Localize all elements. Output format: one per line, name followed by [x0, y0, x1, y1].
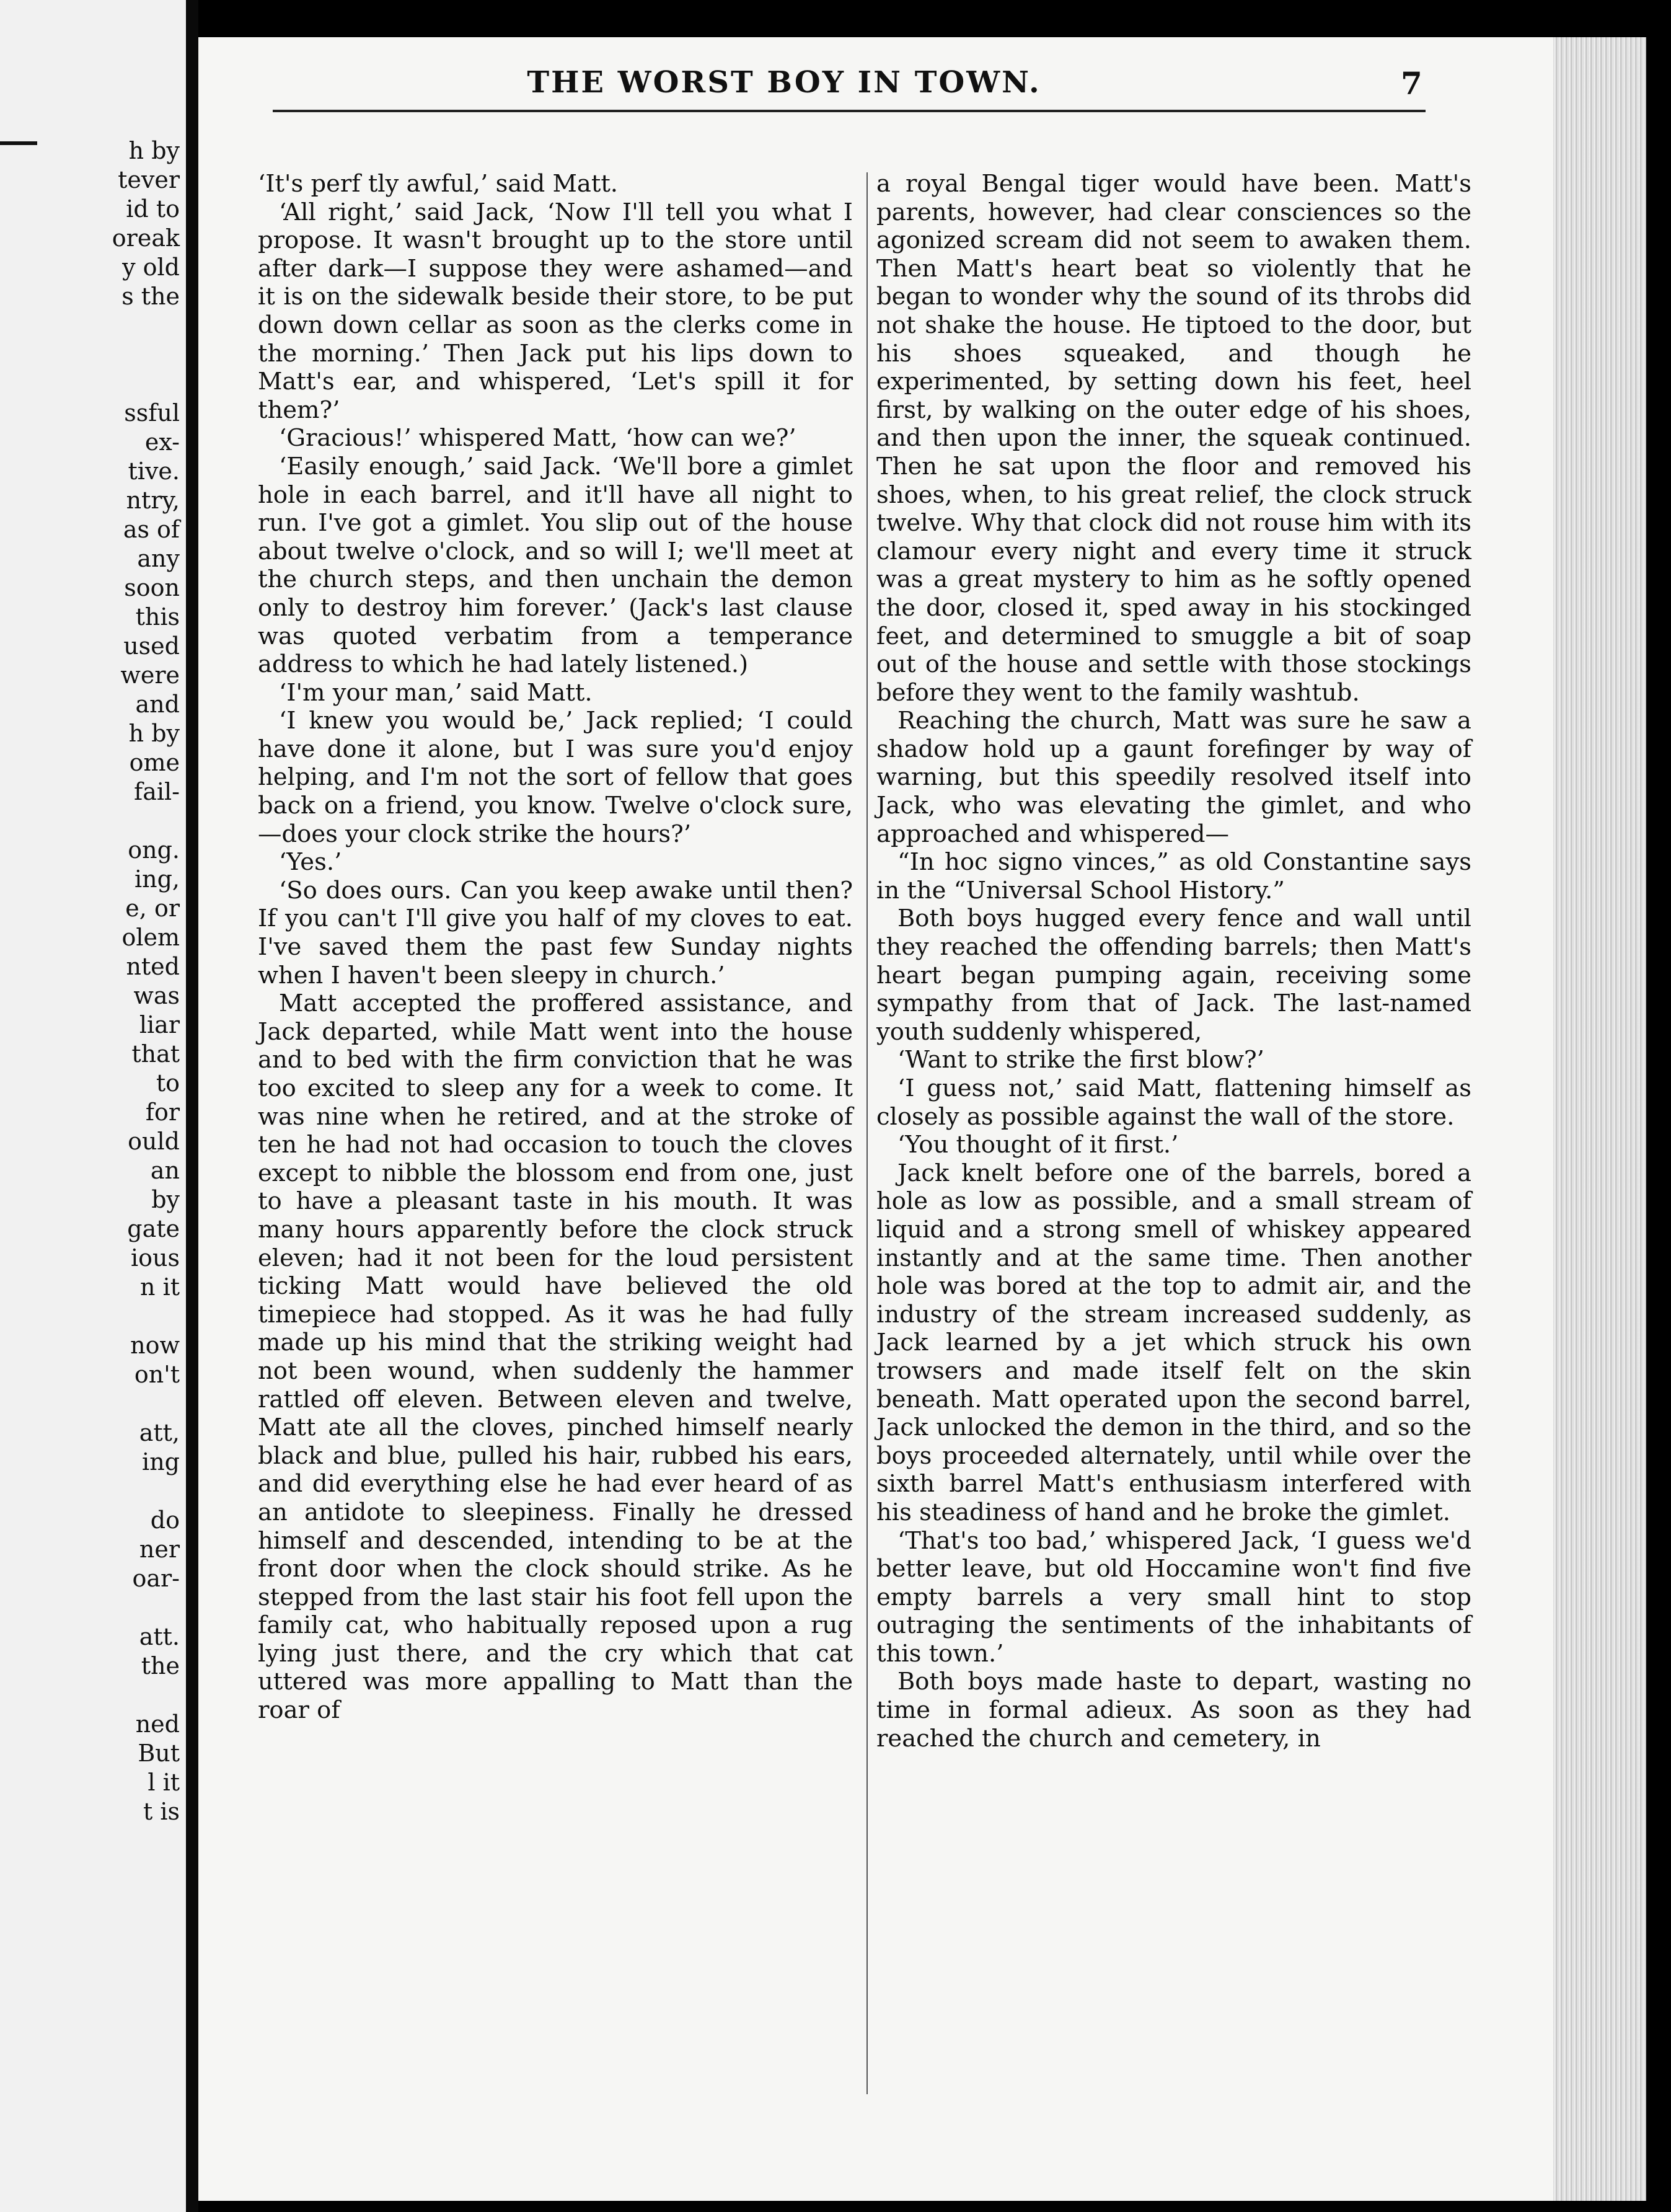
paragraph: Matt accepted the proffered assistance, and Jack departed, while Matt went into the house and to bed with the firm conviction that he was too excited to sleep any for a week to come. It was nine when he retired, and at the stroke of ten he had not had occasion to touch the cloves except to nibble the blossom end from one, just to have a pleasant taste in his mouth. It was many hours apparently before the clock struck eleven; had it not been for the loud persistent ticking Matt would have believed the old timepiece had stopped. As it was he had fully made up his mind that the striking weight had not been wound, when suddenly the hammer rattled off eleven. Between eleven and twelve, Matt ate all the cloves, pinched himself nearly black and blue, pulled his hair, rubbed his ears, and did everything else he had ever heard of as an antidote to sleepiness. Finally he dressed himself and descended, intending to be at the front door when the clock should strike. As he stepped from the last stair his foot fell upon the family cat, who habitually reposed upon a rug lying just there, and the cry which that cat uttered was more appalling to Matt than the roar of [258, 989, 853, 1725]
facing-page-fragment: gate [127, 1215, 180, 1242]
facing-page-fragment: were [120, 661, 180, 689]
facing-page-fragment [0, 1389, 180, 1418]
facing-page-fragment [0, 311, 180, 340]
facing-page-fragment [0, 1593, 180, 1622]
facing-page-fragment: oreak [112, 224, 180, 252]
facing-page-fragment: as of [123, 516, 180, 543]
facing-page-fragment: y old [122, 254, 180, 281]
text-column-right [876, 170, 1471, 1753]
header-rule [273, 110, 1426, 112]
paragraph: ‘I guess not,’ said Matt, flattening himself as closely as possible against the wall of the store. [876, 1074, 1471, 1131]
paragraph: Both boys hugged every fence and wall until they reached the offending barrels; then Matt's heart began pumping again, receiving some sympathy from that of Jack. The last-named youth suddenly whispered, [876, 905, 1471, 1046]
facing-page-fragment: e, or [125, 895, 180, 922]
facing-page-fragment: att, [139, 1419, 180, 1446]
facing-page-fragment: h by [128, 720, 180, 747]
facing-page-fragment: ould [128, 1128, 180, 1155]
facing-page-fragment: do [150, 1506, 180, 1534]
facing-page-fragment: s the [121, 283, 180, 310]
facing-page-fragment: that [131, 1040, 180, 1068]
running-title: THE WORST BOY IN TOWN. [527, 65, 1041, 100]
facing-page-text [0, 136, 180, 1826]
page-edges [1553, 37, 1646, 2201]
column-divider [866, 172, 868, 2094]
facing-page-fragment: liar [139, 1011, 180, 1038]
facing-page-fragment [0, 369, 180, 399]
facing-page-fragment: any [137, 545, 180, 572]
paragraph: ‘Yes.’ [279, 848, 342, 877]
facing-page-fragment: t is [143, 1798, 180, 1825]
facing-page-fragment: n it [140, 1273, 180, 1301]
facing-page-fragment: h by [128, 137, 180, 164]
facing-page-fragment: now [130, 1332, 180, 1359]
paragraph: ‘It's perf tly awful,’ said Matt. [258, 170, 619, 198]
facing-page-fragment [0, 1477, 180, 1506]
facing-page-fragment: ong. [128, 836, 180, 864]
facing-page-fragment [0, 1302, 180, 1331]
running-head [273, 65, 1422, 133]
facing-page-fragment: ned [135, 1710, 180, 1738]
facing-page-fragment [0, 807, 180, 836]
facing-page-fragment: olem [121, 924, 180, 951]
paragraph: Jack knelt before one of the barrels, bored a hole as low as possible, and a small stream of liquid and a strong smell of whiskey appeared instantly and at the same time. Then another hole was bored at the top to admit air, and the industry of the stream increased suddenly, as Jack learned by a jet which struck his own trowsers and made itself felt on the skin beneath. Matt operated upon the second barrel, Jack unlocked the demon in the third, and so the boys proceeded alternately, until while over the sixth barrel Matt's enthusiasm interfered with his steadiness of hand and he broke the gimlet. [876, 1159, 1471, 1526]
paragraph: a royal Bengal tiger would have been. Matt's parents, however, had clear consciences so the agonized scream did not seem to awaken them. Then Matt's heart beat so violently that he began to wonder why the sound of its throbs did not shake the house. He tiptoed to the door, but his shoes squeaked, and though he experimented, by setting down his feet, heel first, by walking on the outer edge of his shoes, and then upon the inner, the squeak continued. Then he sat upon the floor and removed his shoes, when, to his great relief, the clock struck twelve. Why that clock did not rouse him with its clamour every night and every time it struck was a great mystery to him as he softly opened the door, closed it, sped away in his stockinged feet, and determined to smuggle a bit of soap out of the house and settle with those stockings before they went to the family washtub. [876, 170, 1471, 707]
paragraph: “In hoc signo vinces,” as old Constantine says in the “Universal School History.” [876, 848, 1471, 905]
text-column-left [258, 170, 853, 1725]
facing-page-fragment: nted [126, 953, 180, 980]
book-gutter [186, 0, 198, 2212]
facing-page-fragment: oar- [132, 1565, 180, 1592]
paragraph: ‘Easily enough,’ said Jack. ‘We'll bore a gimlet hole in each barrel, and it'll have all night to run. I've got a gimlet. You slip out of the house about twelve o'clock, and so will I; we'll meet at the church steps, and then unchain the demon only to destroy him forever.’ (Jack's last clause was quoted verbatim from a temperance address to which he had lately listened.) [258, 452, 853, 679]
facing-page-fragment: this [135, 603, 180, 630]
facing-page-fragment: an [150, 1157, 180, 1184]
facing-page-fragment: But [138, 1740, 180, 1767]
facing-page-fragment: used [123, 632, 180, 660]
facing-page-fragment: ome [129, 749, 180, 776]
facing-page-fragment: tever [118, 166, 180, 193]
paragraph: ‘All right,’ said Jack, ‘Now I'll tell you what I propose. It wasn't brought up to the store until after dark—I suppose they were ashamed—and it is on the sidewalk beside their store, to be put down down cellar as soon as the clerks come in the morning.’ Then Jack put his lips down to Matt's ear, and whispered, ‘Let's spill it for them?’ [258, 198, 853, 424]
facing-page-fragment: id to [126, 195, 180, 223]
facing-page-fragment: on't [134, 1361, 180, 1388]
facing-page-fragment: for [145, 1099, 180, 1126]
paragraph: ‘That's too bad,’ whispered Jack, ‘I guess we'd better leave, but old Hoccamine won't find five empty barrels a very small hint to stop outraging the sentiments of the inhabitants of this town.’ [876, 1526, 1471, 1668]
facing-page-fragment: and [135, 691, 180, 718]
facing-page-fragment: ious [130, 1244, 180, 1272]
facing-page-fragment: to [156, 1069, 180, 1097]
paragraph: ‘So does ours. Can you keep awake until then? If you can't I'll give you half of my cloves to eat. I've saved them the past few Sunday nights when I haven't been sleepy in church.’ [258, 876, 853, 989]
facing-page-fragment: l it [148, 1769, 180, 1796]
facing-page-fragment: ing [142, 1448, 180, 1475]
paragraph: Both boys made haste to depart, wasting no time in formal adieux. As soon as they had reached the church and cemetery, in [876, 1668, 1471, 1753]
facing-page-fragment [0, 1681, 180, 1710]
facing-page-fragment: was [133, 982, 180, 1009]
facing-page-fragment: ssful [124, 399, 180, 427]
facing-page-fragment: ner [139, 1536, 180, 1563]
facing-page-fragment: ntry, [126, 487, 180, 514]
paragraph: ‘You thought of it first.’ [897, 1131, 1179, 1159]
facing-page-fragment: att. [139, 1623, 180, 1650]
facing-page-fragment [0, 340, 180, 369]
paragraph: ‘Want to strike the first blow?’ [897, 1046, 1264, 1074]
facing-page [0, 0, 186, 2212]
paragraph: ‘I'm your man,’ said Matt. [279, 678, 593, 707]
facing-page-fragment: tive. [128, 458, 180, 485]
facing-page-fragment: soon [124, 574, 180, 601]
facing-page-fragment: ex- [144, 428, 180, 456]
paragraph: ‘Gracious!’ whispered Matt, ‘how can we?’ [279, 424, 796, 453]
facing-page-fragment: fail- [134, 778, 180, 805]
facing-page-fragment: by [151, 1186, 180, 1213]
paragraph: Reaching the church, Matt was sure he saw a shadow hold up a gaunt forefinger by way of warning, but this speedily resolved itself into Jack, who was elevating the gimlet, and who approached and whispered— [876, 707, 1471, 848]
facing-page-fragment: ing, [134, 865, 180, 893]
paragraph: ‘I knew you would be,’ Jack replied; ‘I could have done it alone, but I was sure you'd enjoy helping, and I'm not the sort of fellow that goes back on a friend, you know. Twelve o'clock sure,—does your clock strike the hours?’ [258, 707, 853, 848]
facing-page-fragment: the [141, 1652, 180, 1679]
page-number: 7 [1401, 65, 1422, 102]
